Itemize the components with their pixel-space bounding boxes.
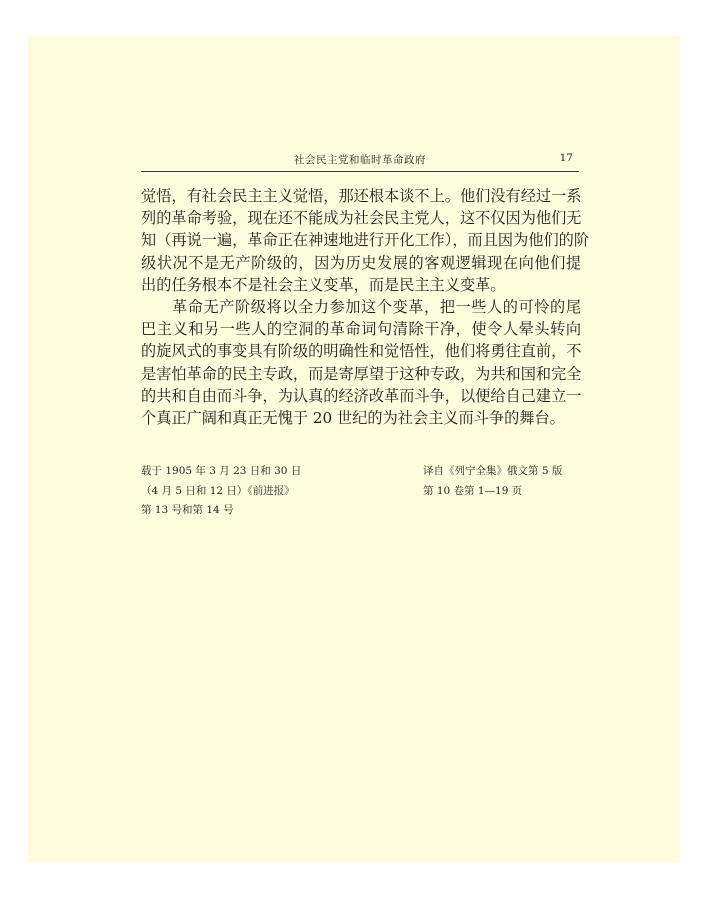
running-title: 社会民主党和临时革命政府 [294, 154, 426, 166]
body-line: 级状况不是无产阶级的，因为历史发展的客观逻辑现在向他们提 [141, 253, 581, 272]
source-note-publication [141, 462, 361, 521]
body-line: 是害怕革命的民主专政，而是寄厚望于这种专政，为共和国和完全 [141, 364, 582, 383]
paragraph-first-line: 革命无产阶级将以全力参加这个变革，把一些人的可怜的尾 [172, 297, 581, 316]
body-line: 知（再说一遍，革命正在神速地进行开化工作），而且因为他们的阶 [141, 231, 590, 250]
source-note-line: 第 13 号和第 14 号 [141, 504, 234, 516]
page-number: 17 [559, 152, 573, 164]
body-text [141, 185, 590, 429]
body-line: 觉悟，有社会民主主义觉悟，那还根本谈不上。他们没有经过一系 [141, 187, 582, 205]
body-line: 的旋风式的事变具有阶级的明确性和觉悟性，他们将勇往直前，不 [141, 342, 582, 361]
source-note-line: （4 月 5 日和 12 日）《前进报》 [141, 484, 295, 497]
body-line: 巴主义和另一些人的空洞的革命词句清除干净，使令人晕头转向 [141, 320, 581, 339]
running-head [141, 149, 579, 172]
source-note-line: 载于 1905 年 3 月 23 日和 30 日 [141, 465, 302, 477]
source-note-line: 译自《列宁全集》俄文第 5 版 [423, 465, 563, 477]
body-line: 出的任务根本不是社会主义变革，而是民主主义变革。 [141, 275, 506, 294]
body-line: 的共和自由而斗争，为认真的经济改革而斗争，以便给自己建立一 [141, 386, 582, 405]
book-page [28, 36, 680, 862]
source-note-line: 第 10 卷第 1—19 页 [423, 484, 523, 497]
body-line: 列的革命考验，现在还不能成为社会民主党人，这不仅因为他们无 [141, 209, 582, 228]
body-line: 个真正广阔和真正无愧于 20 世纪的为社会主义而斗争的舞台。 [141, 408, 565, 427]
source-note-translation [423, 462, 593, 501]
